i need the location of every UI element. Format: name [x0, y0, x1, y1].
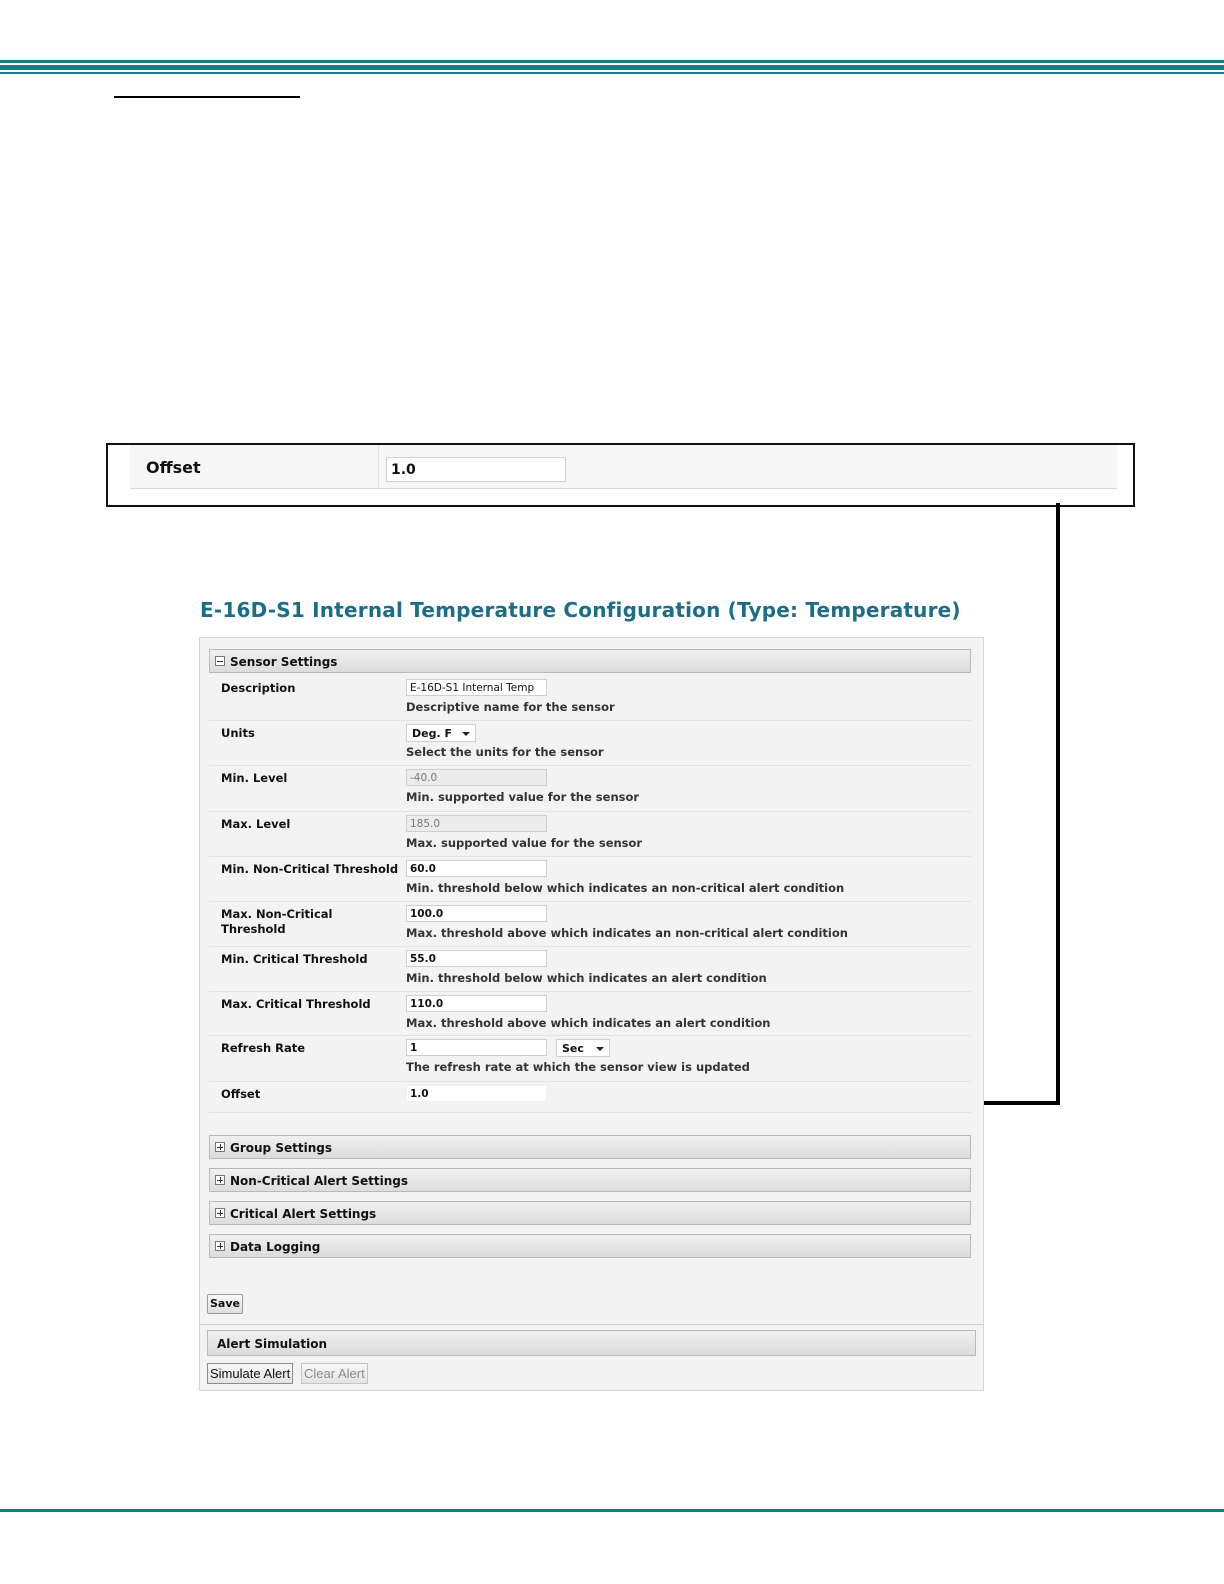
zoom-divider — [378, 445, 379, 488]
row-label: Units — [221, 726, 255, 740]
row-hint: Max. threshold above which indicates an non-critical alert condition — [406, 926, 848, 940]
section-noncritical-alert-settings[interactable] — [209, 1168, 971, 1192]
row-max-level — [209, 811, 971, 857]
min-level-input: -40.0 — [406, 769, 547, 786]
row-hint: Select the units for the sensor — [406, 745, 604, 759]
max-level-input: 185.0 — [406, 815, 547, 832]
expand-icon[interactable] — [215, 1142, 225, 1152]
zoom-offset-label: Offset — [146, 458, 201, 477]
row-hint: Min. threshold below which indicates an alert condition — [406, 971, 767, 985]
row-min-level — [209, 765, 971, 812]
expand-icon[interactable] — [215, 1175, 225, 1185]
section-sensor-settings[interactable] — [209, 649, 971, 673]
refresh-rate-input[interactable]: 1 — [406, 1039, 547, 1056]
footer-rule — [0, 1509, 1224, 1512]
row-hint: Min. supported value for the sensor — [406, 790, 640, 804]
row-units — [209, 720, 971, 766]
max-noncritical-input[interactable]: 100.0 — [406, 905, 547, 922]
row-offset — [209, 1081, 971, 1113]
row-label: Max. Non-Critical Threshold — [221, 907, 333, 936]
section-critical-alert-settings[interactable] — [209, 1201, 971, 1225]
clear-alert-button[interactable]: Clear Alert — [301, 1363, 368, 1384]
section-group-settings[interactable] — [209, 1135, 971, 1159]
row-hint: Max. threshold above which indicates an alert condition — [406, 1016, 771, 1030]
callout-arrow-vertical — [1056, 503, 1060, 1105]
section-label: Group Settings — [230, 1141, 332, 1155]
collapse-icon[interactable] — [215, 656, 225, 666]
chevron-down-icon — [462, 732, 470, 736]
row-min-critical — [209, 946, 971, 992]
zoom-callout — [106, 443, 1135, 507]
header-rule-middle — [0, 65, 1224, 70]
max-critical-input[interactable]: 110.0 — [406, 995, 547, 1012]
section-data-logging[interactable] — [209, 1234, 971, 1258]
units-select[interactable] — [406, 724, 476, 742]
alert-simulation-header: Alert Simulation — [207, 1330, 976, 1356]
header-rule-top — [0, 60, 1224, 63]
row-hint: Max. supported value for the sensor — [406, 836, 643, 850]
row-label: Offset — [221, 1087, 261, 1101]
section-label: Data Logging — [230, 1240, 321, 1254]
row-label: Min. Non-Critical Threshold — [221, 862, 399, 876]
row-description — [209, 675, 971, 721]
save-button[interactable]: Save — [207, 1294, 243, 1314]
min-noncritical-input[interactable]: 60.0 — [406, 860, 547, 877]
description-input[interactable]: E-16D-S1 Internal Temp — [406, 679, 547, 696]
refresh-unit-value: Sec — [562, 1042, 584, 1055]
expand-icon[interactable] — [215, 1208, 225, 1218]
section-label: Sensor Settings — [230, 655, 338, 669]
row-refresh-rate — [209, 1035, 971, 1082]
section-label: Non-Critical Alert Settings — [230, 1174, 409, 1188]
chevron-down-icon — [596, 1047, 604, 1051]
header-rule-bottom — [0, 72, 1224, 74]
row-label: Refresh Rate — [221, 1041, 306, 1055]
refresh-unit-select[interactable] — [556, 1039, 610, 1057]
row-label: Description — [221, 681, 296, 695]
row-max-critical — [209, 991, 971, 1036]
row-hint: Min. threshold below which indicates an non-critical alert condition — [406, 881, 845, 895]
section-label: Critical Alert Settings — [230, 1207, 377, 1221]
row-label: Min. Critical Threshold — [221, 952, 368, 966]
zoom-offset-row — [130, 445, 1117, 489]
min-critical-input[interactable]: 55.0 — [406, 950, 547, 967]
config-panel — [199, 637, 984, 1391]
heading-underline — [114, 96, 300, 98]
panel-divider — [200, 1324, 983, 1325]
row-hint: Descriptive name for the sensor — [406, 700, 615, 714]
row-min-noncritical — [209, 856, 971, 902]
row-label: Max. Level — [221, 817, 291, 831]
expand-icon[interactable] — [215, 1241, 225, 1251]
zoom-offset-input[interactable]: 1.0 — [386, 457, 566, 482]
units-value: Deg. F — [412, 727, 452, 740]
row-label: Min. Level — [221, 771, 288, 785]
simulate-alert-button[interactable]: Simulate Alert — [207, 1363, 293, 1384]
offset-input[interactable]: 1.0 — [406, 1085, 547, 1102]
row-max-noncritical — [209, 901, 971, 947]
row-label: Max. Critical Threshold — [221, 997, 371, 1011]
page-title: E-16D-S1 Internal Temperature Configuration (Type: Temperature) — [200, 598, 961, 622]
row-hint: The refresh rate at which the sensor view is updated — [406, 1060, 750, 1074]
